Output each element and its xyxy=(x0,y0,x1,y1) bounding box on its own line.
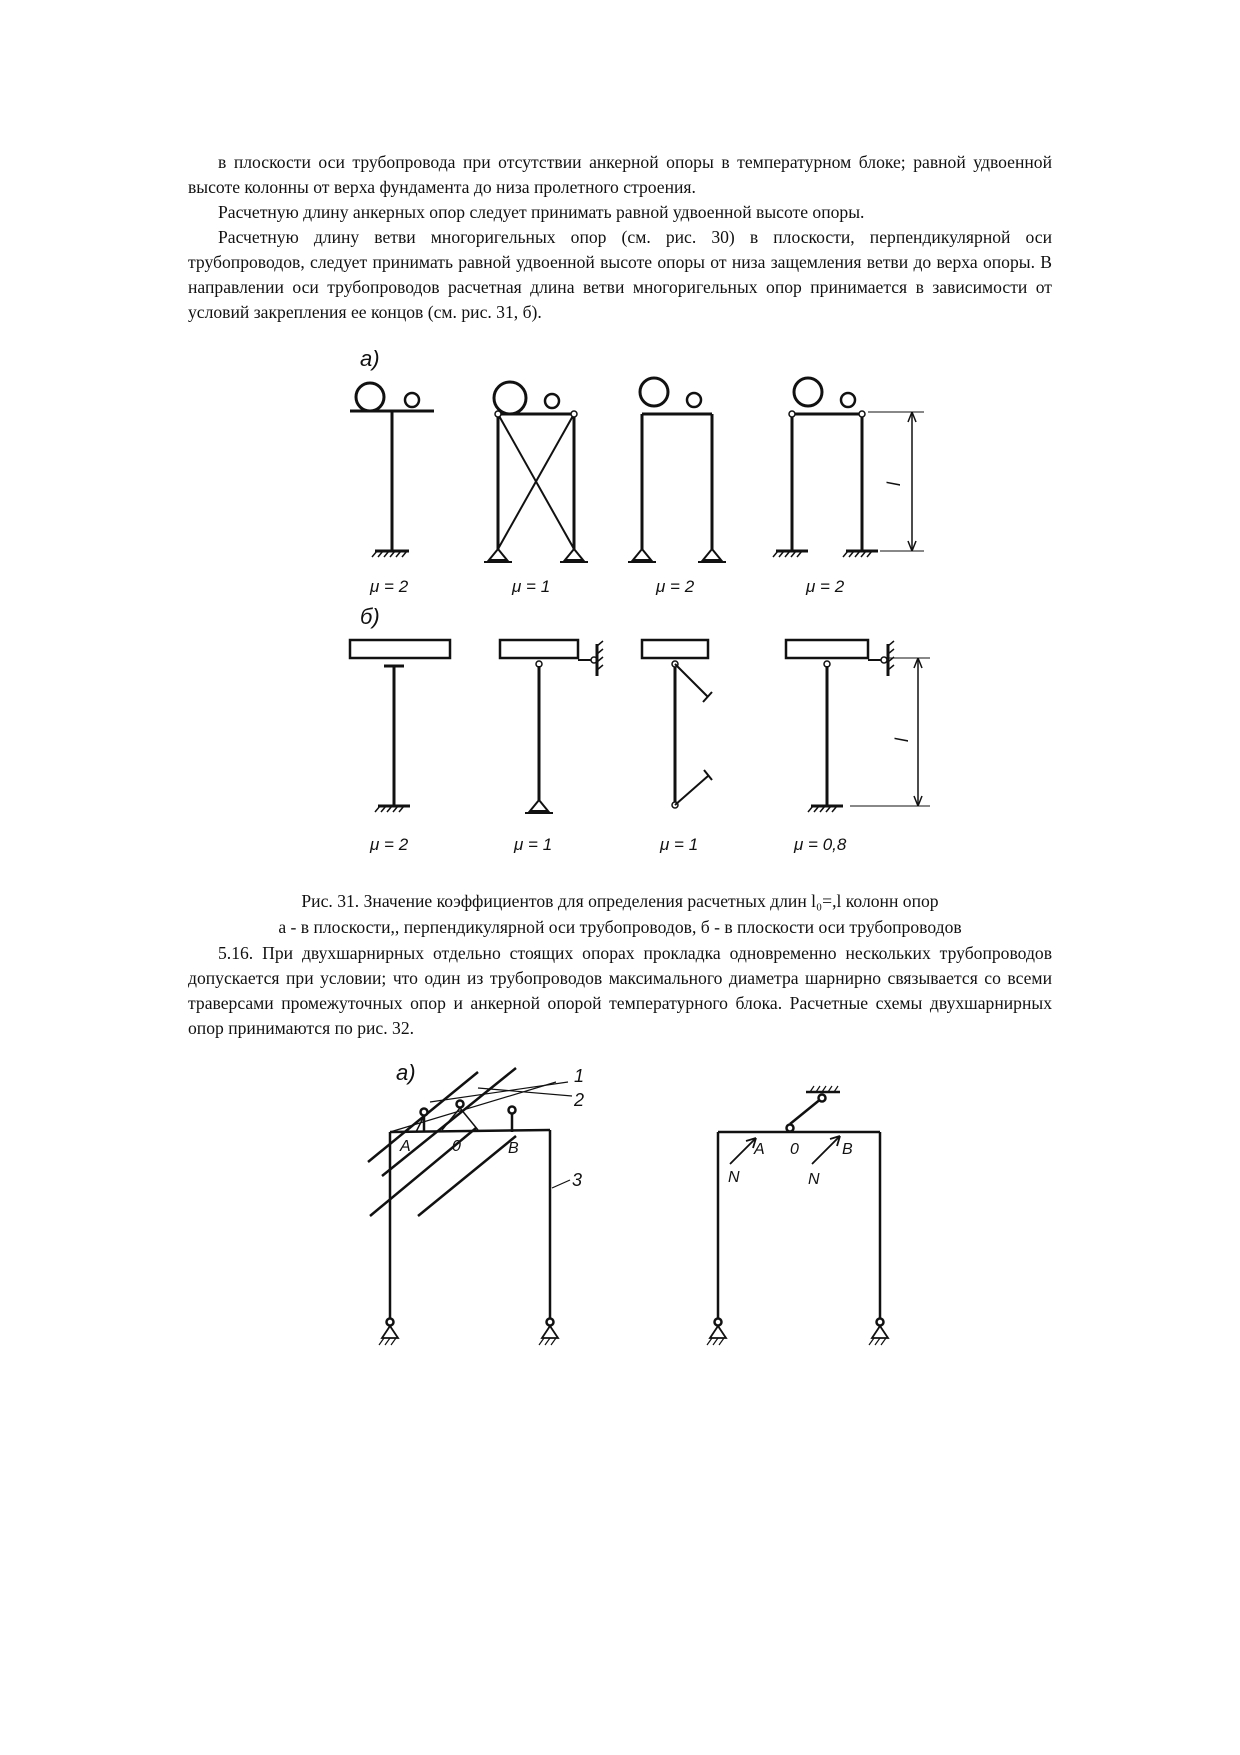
fig32-callout-3: 3 xyxy=(572,1170,583,1190)
fig31-mu-a2: μ = 1 xyxy=(512,577,551,596)
fig32-callout-1: 1 xyxy=(574,1066,585,1086)
fig32-right-point-o: 0 xyxy=(790,1141,799,1158)
paragraph-3: Расчетную длину ветви многоригельных опор (см. рис. 30) в плоскости, перпендикулярной оси трубопроводов, следует принимать равной удвоенной высоте опоры от низа защемления ветви до верха опоры. В направлении оси трубопроводов расчетная длина ветви многоригельных опор принимается в зависимости от условий закрепления ее концов (см. рис. 31, б). xyxy=(188,227,1052,322)
fig31-mu-b2: μ = 1 xyxy=(514,835,553,854)
fig32-left-point-o: 0 xyxy=(452,1138,461,1155)
fig31-b-length-label: l xyxy=(892,738,912,742)
fig32-right-frame xyxy=(707,1086,888,1345)
fig31-mu-b3: μ = 1 xyxy=(660,835,699,854)
fig32-right-point-a: A xyxy=(754,1141,765,1158)
fig32-left-frame xyxy=(368,1068,572,1345)
fig31-mu-a1: μ = 2 xyxy=(370,577,409,596)
fig32-callout-2: 2 xyxy=(574,1090,585,1110)
figure-31-caption-line2: а - в плоскости,, перпендикулярной оси трубопроводов, б - в плоскости оси трубопроводов xyxy=(278,917,962,937)
fig32-force-n-right: N xyxy=(808,1171,820,1188)
paragraph-2: Расчетную длину анкерных опор следует принимать равной удвоенной высоте опоры. xyxy=(218,202,865,222)
fig31-mu-b4: μ = 0,8 xyxy=(794,835,847,854)
paragraph-1: в плоскости оси трубопровода при отсутствии анкерной опоры в температурном блоке; равной удвоенной высоте колонны от верха фундамента до низа пролетного строения. xyxy=(188,152,1052,197)
fig32-right-point-b: B xyxy=(842,1141,853,1158)
fig31-label-b: б) xyxy=(360,604,380,629)
fig32-force-n-left: N xyxy=(728,1169,740,1186)
fig31-mu-a3: μ = 2 xyxy=(656,577,695,596)
fig31-mu-a4: μ = 2 xyxy=(806,577,845,596)
figure-31-caption-line1: Рис. 31. Значение коэффициентов для определения расчетных длин l₀=,l колонн опор xyxy=(301,891,939,911)
fig32-left-point-b: B xyxy=(508,1140,519,1157)
fig31-a-length-label: l xyxy=(884,482,904,486)
fig31-mu-b1: μ = 2 xyxy=(370,835,409,854)
fig32-label-a: а) xyxy=(396,1060,416,1085)
fig32-left-point-a: A xyxy=(400,1138,411,1155)
fig31-label-a: а) xyxy=(360,346,380,371)
paragraph-5-16: 5.16. При двухшарнирных отдельно стоящих опорах прокладка одновременно нескольких трубопроводов допускается при условии; что один из трубопроводов максимального диаметра шарнирно связывается со всеми траверсами промежуточных опор и анкерной опорой температурного блока. Расчетные схемы двухшарнирных опор принимаются по рис. 32. xyxy=(188,943,1052,1038)
